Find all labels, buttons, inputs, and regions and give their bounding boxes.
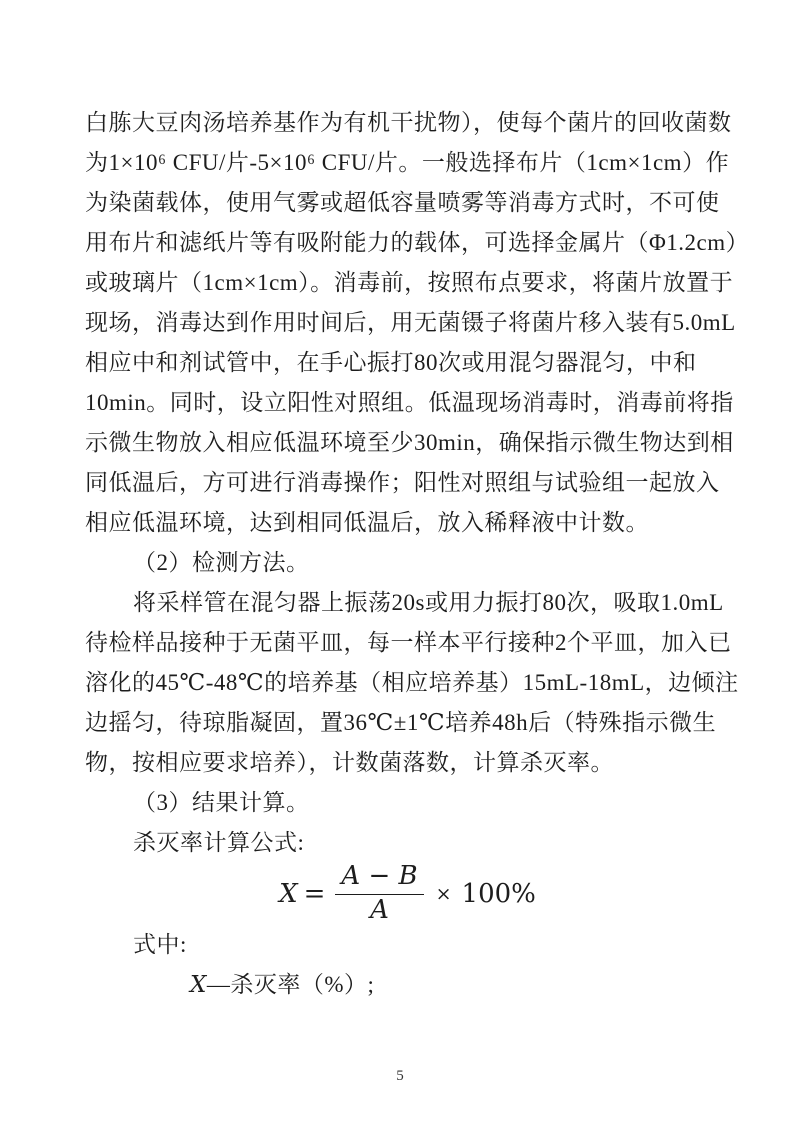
formula-fraction xyxy=(335,862,423,926)
paragraph-line: 10min。同时，设立阳性对照组。低温现场消毒时，消毒前将指 xyxy=(85,390,734,415)
paragraph-line: 相应低温环境，达到相同低温后，放入稀释液中计数。 xyxy=(85,510,649,535)
paragraph-line: 现场，消毒达到作用时间后，用无菌镊子将菌片移入装有5.0mL xyxy=(85,310,736,335)
paragraph-line: 同低温后，方可进行消毒操作；阳性对照组与试验组一起放入 xyxy=(85,470,720,495)
paragraph-line: 为染菌载体，使用气雾或超低容量喷雾等消毒方式时，不可使 xyxy=(85,190,720,215)
where-x-symbol: X xyxy=(190,972,207,998)
formula-denominator: A xyxy=(370,895,389,925)
paragraph-line: 物，按相应要求培养），计数菌落数，计算杀灭率。 xyxy=(85,750,614,775)
paragraph-line: 将采样管在混匀器上振荡20s或用力振打80次，吸取1.0mL xyxy=(133,590,724,615)
paragraph-line: 相应中和剂试管中，在手心振打80次或用混匀器混匀，中和 xyxy=(85,350,697,375)
paragraph-line: 用布片和滤纸片等有吸附能力的载体，可选择金属片（Φ1.2cm） xyxy=(85,230,750,255)
formula-equals-sign: = xyxy=(303,879,326,909)
formula-multiplication-sign: × xyxy=(435,883,452,905)
paragraph-line: 或玻璃片（1cm×1cm）。消毒前，按照布点要求，将菌片放置于 xyxy=(85,270,734,295)
paragraph-line: 边摇匀，待琼脂凝固，置36℃±1℃培养48h后（特殊指示微生 xyxy=(85,710,717,735)
where-x-text: —杀灭率（%）; xyxy=(206,972,375,997)
section-heading-3: （3）结果计算。 xyxy=(133,790,310,815)
paragraph-line: 示微生物放入相应低温环境至少30min，确保指示微生物达到相 xyxy=(85,430,734,455)
formula-variable-x: X xyxy=(279,879,298,909)
section-heading-2: （2）检测方法。 xyxy=(133,550,310,575)
page-number: 5 xyxy=(396,1068,404,1084)
where-x-definition xyxy=(85,965,730,1005)
formula-percentage: 100% xyxy=(461,879,536,909)
formula-intro: 杀灭率计算公式: xyxy=(133,830,305,855)
paragraph-line: 为1×10⁶ CFU/片-5×10⁶ CFU/片。一般选择布片（1cm×1cm）作 xyxy=(85,150,730,175)
paragraph-line: 溶化的45℃-48℃的培养基（相应培养基）15mL-18mL，边倾注 xyxy=(85,670,739,695)
paragraph-line: 白胨大豆肉汤培养基作为有机干扰物），使每个菌片的回收菌数 xyxy=(85,110,732,135)
paragraph-line: 待检样品接种于无菌平皿，每一样本平行接种2个平皿，加入已 xyxy=(85,630,732,655)
formula-numerator: A − B xyxy=(335,862,423,895)
kill-rate-formula xyxy=(85,863,730,925)
where-label: 式中: xyxy=(133,932,187,957)
